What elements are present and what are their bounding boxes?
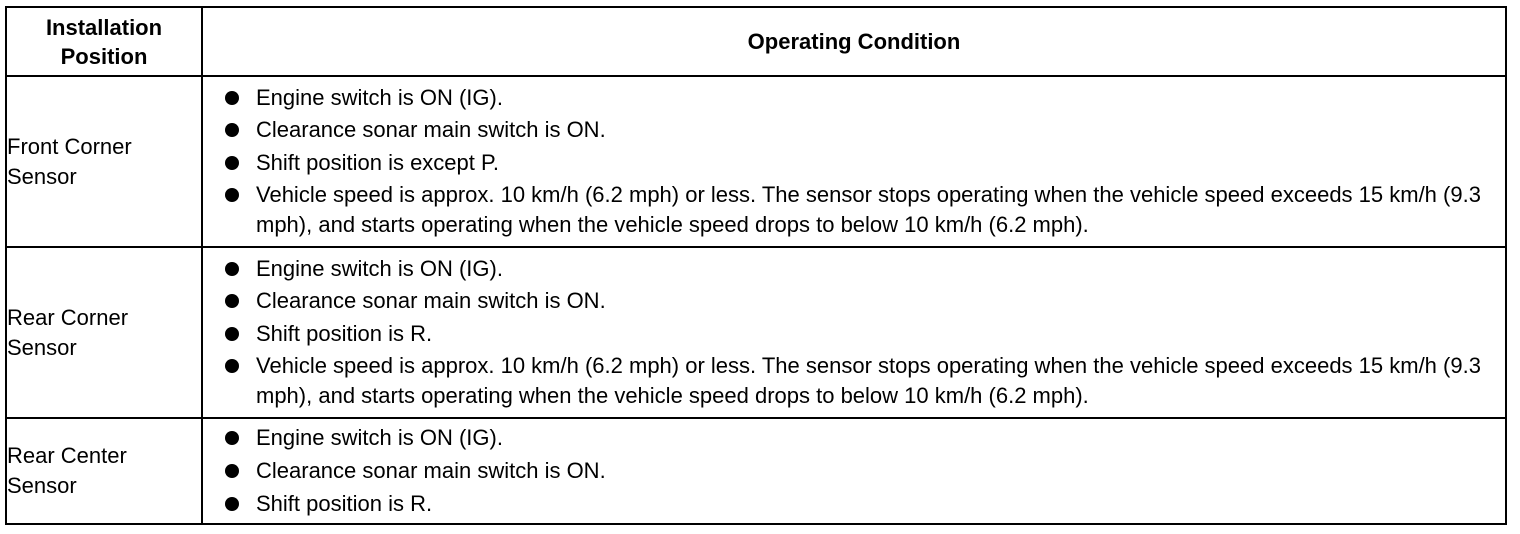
row-installation-position: Front Corner Sensor bbox=[6, 76, 202, 247]
bullet-icon bbox=[225, 431, 239, 445]
bullet-icon bbox=[225, 123, 239, 137]
condition-list bbox=[203, 254, 1505, 412]
condition-item bbox=[225, 115, 1505, 145]
row-operating-condition bbox=[202, 418, 1506, 524]
row-installation-position: Rear Center Sensor bbox=[6, 418, 202, 524]
bullet-icon bbox=[225, 359, 239, 373]
condition-text: Clearance sonar main switch is ON. bbox=[256, 458, 606, 483]
row-installation-position: Rear Corner Sensor bbox=[6, 247, 202, 418]
operating-condition-table bbox=[5, 6, 1507, 525]
condition-text: Vehicle speed is approx. 10 km/h (6.2 mph) or less. The sensor stops operating when the vehicle speed exceeds 15 km/h (9.3 mph), and starts operating when the vehicle speed drops to below 10 km/h (6.2 mph). bbox=[256, 353, 1481, 409]
condition-text: Engine switch is ON (IG). bbox=[256, 84, 503, 110]
condition-list bbox=[203, 83, 1505, 241]
bullet-icon bbox=[225, 262, 239, 276]
row-operating-condition bbox=[202, 76, 1506, 247]
condition-text: Clearance sonar main switch is ON. bbox=[256, 117, 606, 143]
condition-text: Clearance sonar main switch is ON. bbox=[256, 288, 606, 314]
bullet-icon bbox=[225, 497, 239, 511]
condition-text: Shift position is R. bbox=[256, 320, 433, 346]
condition-item bbox=[225, 489, 1505, 519]
condition-text: Shift position is except P. bbox=[256, 149, 499, 175]
table-header-row bbox=[6, 7, 1506, 76]
condition-item bbox=[225, 83, 1505, 113]
bullet-icon bbox=[225, 464, 239, 478]
condition-text: Engine switch is ON (IG). bbox=[256, 255, 503, 281]
condition-item bbox=[225, 148, 1505, 178]
condition-item bbox=[225, 423, 1505, 453]
bullet-icon bbox=[225, 294, 239, 308]
bullet-icon bbox=[225, 91, 239, 105]
bullet-icon bbox=[225, 188, 239, 202]
condition-item bbox=[225, 351, 1505, 411]
bullet-icon bbox=[225, 156, 239, 170]
row-operating-condition bbox=[202, 247, 1506, 418]
condition-text: Engine switch is ON (IG). bbox=[256, 425, 503, 451]
condition-item bbox=[225, 286, 1505, 316]
table-row bbox=[6, 418, 1506, 524]
table-row bbox=[6, 76, 1506, 247]
condition-text: Shift position is R. bbox=[256, 490, 433, 516]
bullet-icon bbox=[225, 327, 239, 341]
condition-item bbox=[225, 456, 1505, 486]
condition-list bbox=[203, 423, 1505, 518]
condition-item bbox=[225, 254, 1505, 284]
condition-text: Vehicle speed is approx. 10 km/h (6.2 mph) or less. The sensor stops operating when the vehicle speed exceeds 15 km/h (9.3 mph), and starts operating when the vehicle speed drops to below 10 km/h (6.2 mph). bbox=[256, 182, 1481, 238]
condition-item bbox=[225, 180, 1505, 240]
header-installation-position: Installation Position bbox=[6, 7, 202, 76]
condition-item bbox=[225, 319, 1505, 349]
table-row bbox=[6, 247, 1506, 418]
header-operating-condition: Operating Condition bbox=[202, 7, 1506, 76]
